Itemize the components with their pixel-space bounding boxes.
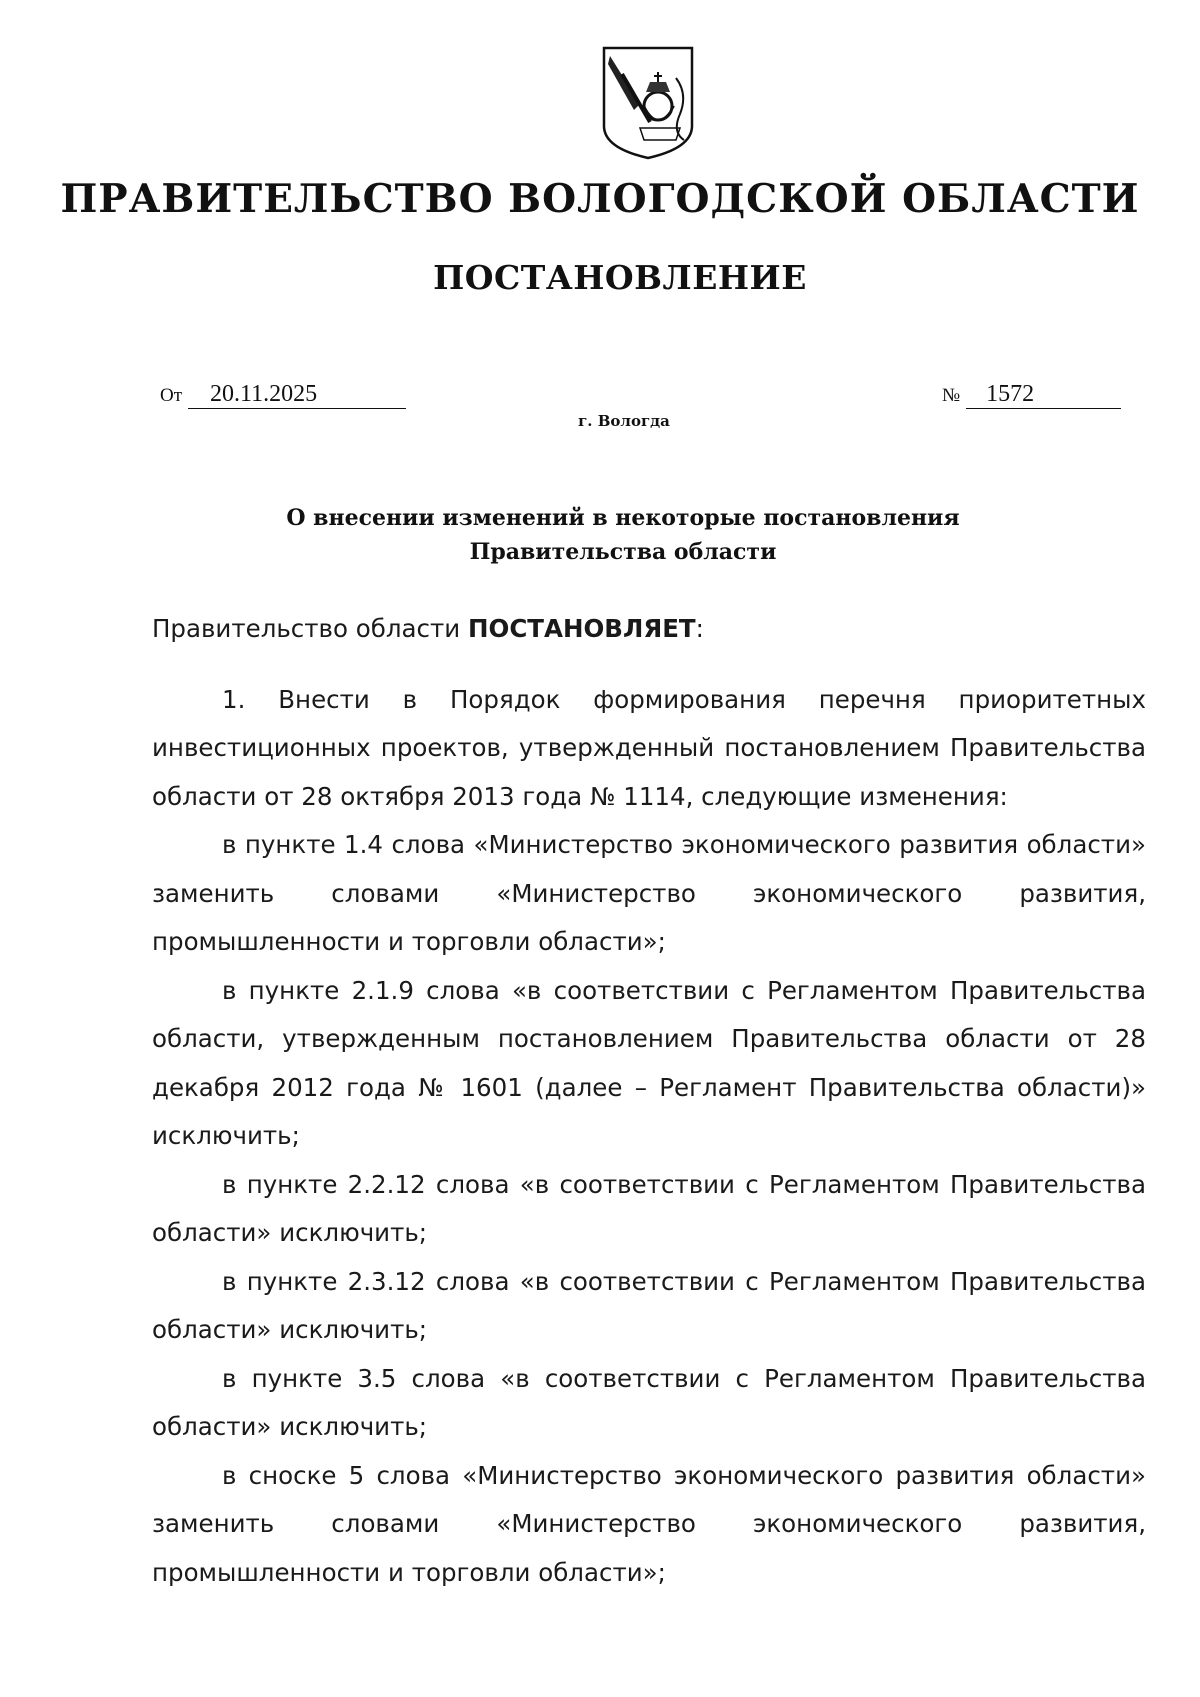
subject-line: О внесении изменений в некоторые постановления [286,505,960,531]
decree-prefix: Правительство области [152,614,468,643]
decree-statement [152,605,1146,654]
paragraph: в сноске 5 слова «Министерство экономического развития области» заменить словами «Министерство экономического развития, промышленности и торговли области»; [152,1460,1146,1587]
paragraph: в пункте 2.3.12 слова «в соответствии с Регламентом Правительства области» исключить; [152,1266,1146,1344]
decree-word: ПОСТАНОВЛЯЕТ [467,614,696,643]
date-label: От [160,385,183,406]
document-type: ПОСТАНОВЛЕНИЕ [433,258,807,297]
decree-suffix: : [695,614,704,643]
number-label: № [942,385,961,406]
paragraph: в пункте 3.5 слова «в соответствии с Регламентом Правительства области» исключить; [152,1363,1146,1441]
date-field [160,380,406,409]
city: г. Вологда [578,412,670,430]
paragraph: 1. Внести в Порядок формирования перечня приоритетных инвестиционных проектов, утвержденный постановлением Правительства области от 28 октября 2013 года № 1114, следующие изменения: [152,684,1146,811]
number-field [942,380,1121,409]
paragraph: в пункте 2.1.9 слова «в соответствии с Регламентом Правительства области, утвержденным постановлением Правительства области от 28 декабря 2012 года № 1601 (далее – Регламент Правительства области)» исключить; [152,975,1146,1150]
organization-title: ПРАВИТЕЛЬСТВО ВОЛОГОДСКОЙ ОБЛАСТИ [60,176,1140,222]
document-date: 20.11.2025 [188,380,406,409]
document-body [152,605,1146,1597]
vologda-coat-of-arms-icon [600,44,696,162]
subject-line: Правительства области [469,539,777,565]
document-subject [0,501,1200,569]
document-number: 1572 [966,380,1121,409]
paragraph: в пункте 1.4 слова «Министерство экономического развития области» заменить словами «Министерство экономического развития, промышленности и торговли области»; [152,830,1146,956]
paragraph: в пункте 2.2.12 слова «в соответствии с Регламентом Правительства области» исключить; [152,1169,1146,1247]
